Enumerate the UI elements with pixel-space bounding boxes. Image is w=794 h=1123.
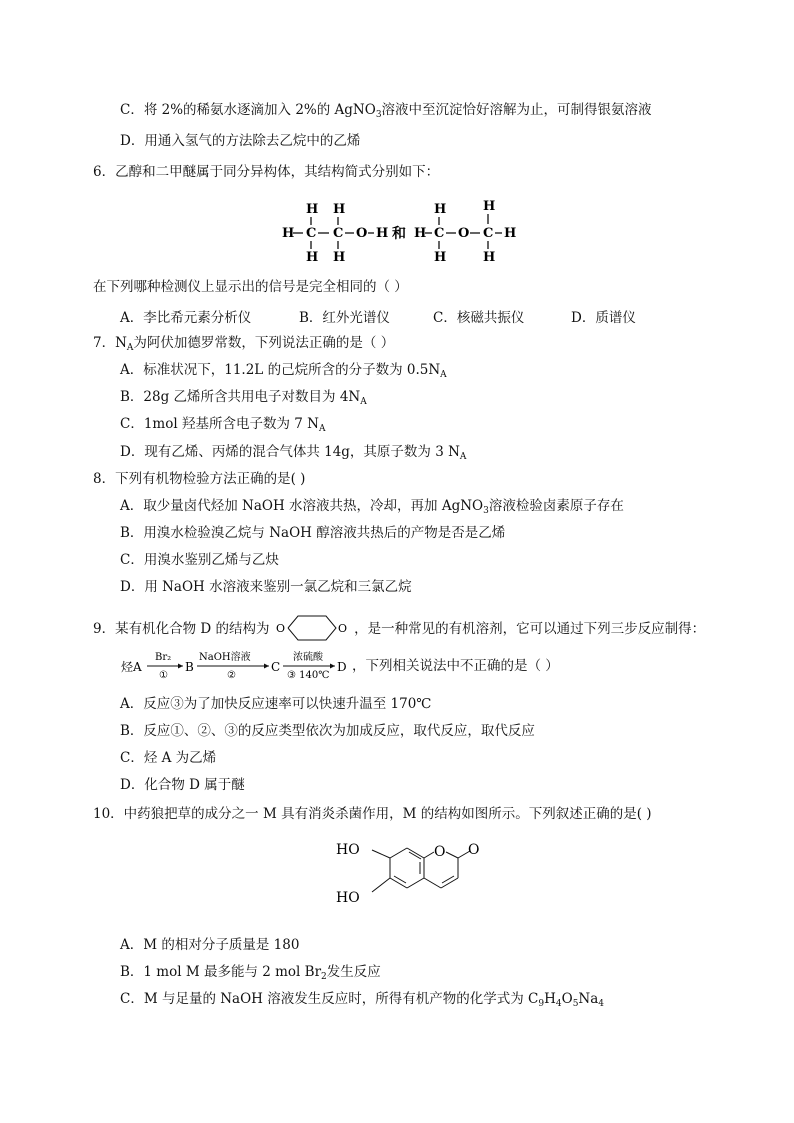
ethanol-h-right: H (376, 226, 389, 241)
q9-option-a: A．反应③为了加快反应速率可以快速升温至 170℃ (120, 696, 432, 712)
ether-o: O (458, 226, 470, 241)
step1-reagent: Br₂ (155, 652, 172, 663)
hydroxyl-top: HO (336, 842, 360, 858)
q6-option-d: D．质谱仪 (571, 310, 636, 326)
ethanol-dimethyl-ether-structures (276, 196, 526, 266)
ether-h-bottom-2: H (483, 250, 496, 265)
ethanol-h-top-2: H (333, 202, 346, 217)
esculetin-structure (334, 836, 494, 928)
q6-stem: 6．乙醇和二甲醚属于同分异构体，其结构简式分别如下： (93, 164, 440, 180)
q9-question-tail: ，下列相关说法中不正确的是（ ） (352, 658, 559, 674)
ethanol-h-top-1: H (306, 202, 319, 217)
q6-question: 在下列哪种检测仪上显示出的信号是完全相同的（ ） (93, 279, 408, 295)
carbonyl-oxygen: O (468, 842, 480, 858)
q8-option-a: A．取少量卤代烃加 NaOH 水溶液共热，冷却，再加 AgNO$_3$溶液检验卤素原子存在 (120, 498, 624, 516)
ring-o-right: O (337, 622, 347, 635)
q10-option-b: B．1 mol M 最多能与 2 mol $Br_2$发生反应 (120, 964, 381, 982)
species-c: C (271, 660, 281, 674)
ether-h-top-2: H (483, 199, 496, 214)
ether-h-left: H (414, 226, 427, 241)
species-d: D (337, 660, 347, 674)
q7-option-b: B．28g 乙烯所含共用电子对数目为 $4N_A$ (120, 389, 367, 407)
species-b: B (185, 660, 194, 674)
step2-number: ② (227, 670, 236, 681)
q9-option-b: B．反应①、②、③的反应类型依次为加成反应，取代反应，取代反应 (120, 723, 535, 739)
ether-c2: C (483, 226, 494, 241)
ethanol-h-left: H (282, 226, 295, 241)
and-word: 和 (392, 226, 406, 242)
step3-conditions: ③ 140℃ (287, 670, 330, 681)
reaction-scheme (121, 650, 361, 682)
q6-option-b: B．红外光谱仪 (299, 310, 390, 326)
ring-o-left: O (275, 622, 285, 635)
q7-option-d: D．现有乙烯、丙烯的混合气体共 14g，其原子数为 3 $N_A$ (120, 444, 467, 462)
q10-option-c: C．M 与足量的 NaOH 溶液发生反应时，所得有机产物的化学式为 $C_9H_4O_5Na_4$ (120, 991, 605, 1009)
q7-option-a: A．标准状况下，11.2L 的己烷所含的分子数为 $0.5N_A$ (120, 362, 447, 380)
q9-option-d: D．化合物 D 属于醚 (120, 777, 245, 793)
ethanol-c1: C (306, 226, 317, 241)
ether-c1: C (434, 226, 445, 241)
q6-option-a: A．李比希元素分析仪 (120, 310, 252, 326)
q9-option-c: C．烃 A 为乙烯 (120, 750, 217, 766)
q8-option-b: B．用溴水检验溴乙烷与 NaOH 醇溶液共热后的产物是否是乙烯 (120, 525, 506, 541)
q7-option-c: C．1mol 羟基所含电子数为 7 $N_A$ (120, 416, 326, 434)
step3-reagent: 浓硫酸 (293, 652, 323, 663)
q8-option-d: D．用 NaOH 水溶液来鉴别一氯乙烷和三氯乙烷 (120, 579, 412, 595)
ethanol-h-bottom-1: H (306, 250, 319, 265)
q5-option-d: D．用通入氢气的方法除去乙烷中的乙烯 (120, 133, 361, 149)
q10-stem: 10．中药狼把草的成分之一 M 具有消炎杀菌作用，M 的结构如图所示。下列叙述正确的是( ) (93, 806, 652, 822)
dioxane-ring-structure (276, 614, 348, 642)
q7-stem: 7．$N_A$为阿伏加德罗常数，下列说法正确的是（ ） (93, 335, 395, 353)
q10-option-a: A．M 的相对分子质量是 180 (120, 937, 300, 953)
ethanol-c2: C (333, 226, 344, 241)
ether-h-top-1: H (434, 202, 447, 217)
ether-h-right: H (504, 226, 517, 241)
q9-stem: 9．某有机化合物 D 的结构为 O O ，是一种常见的有机溶剂，它可以通过下列三步反应制得： (93, 614, 705, 642)
q8-stem: 8．下列有机物检验方法正确的是( ) (93, 471, 306, 487)
hydroxyl-bottom: HO (336, 890, 360, 906)
ring-oxygen: O (434, 844, 446, 860)
species-a: 烃A (121, 660, 142, 674)
step2-reagent: NaOH溶液 (199, 652, 251, 663)
ethanol-h-bottom-2: H (333, 250, 346, 265)
q8-option-c: C．用溴水鉴别乙烯与乙炔 (120, 552, 279, 568)
step1-number: ① (159, 670, 168, 681)
q6-option-c: C．核磁共振仪 (433, 310, 525, 326)
ether-h-bottom-1: H (434, 250, 447, 265)
q5-option-c: C．将 2%的稀氨水逐滴加入 2%的 AgNO$_3$溶液中至沉淀恰好溶解为止，可制得银氨溶液 (120, 102, 652, 120)
ethanol-o: O (356, 226, 368, 241)
